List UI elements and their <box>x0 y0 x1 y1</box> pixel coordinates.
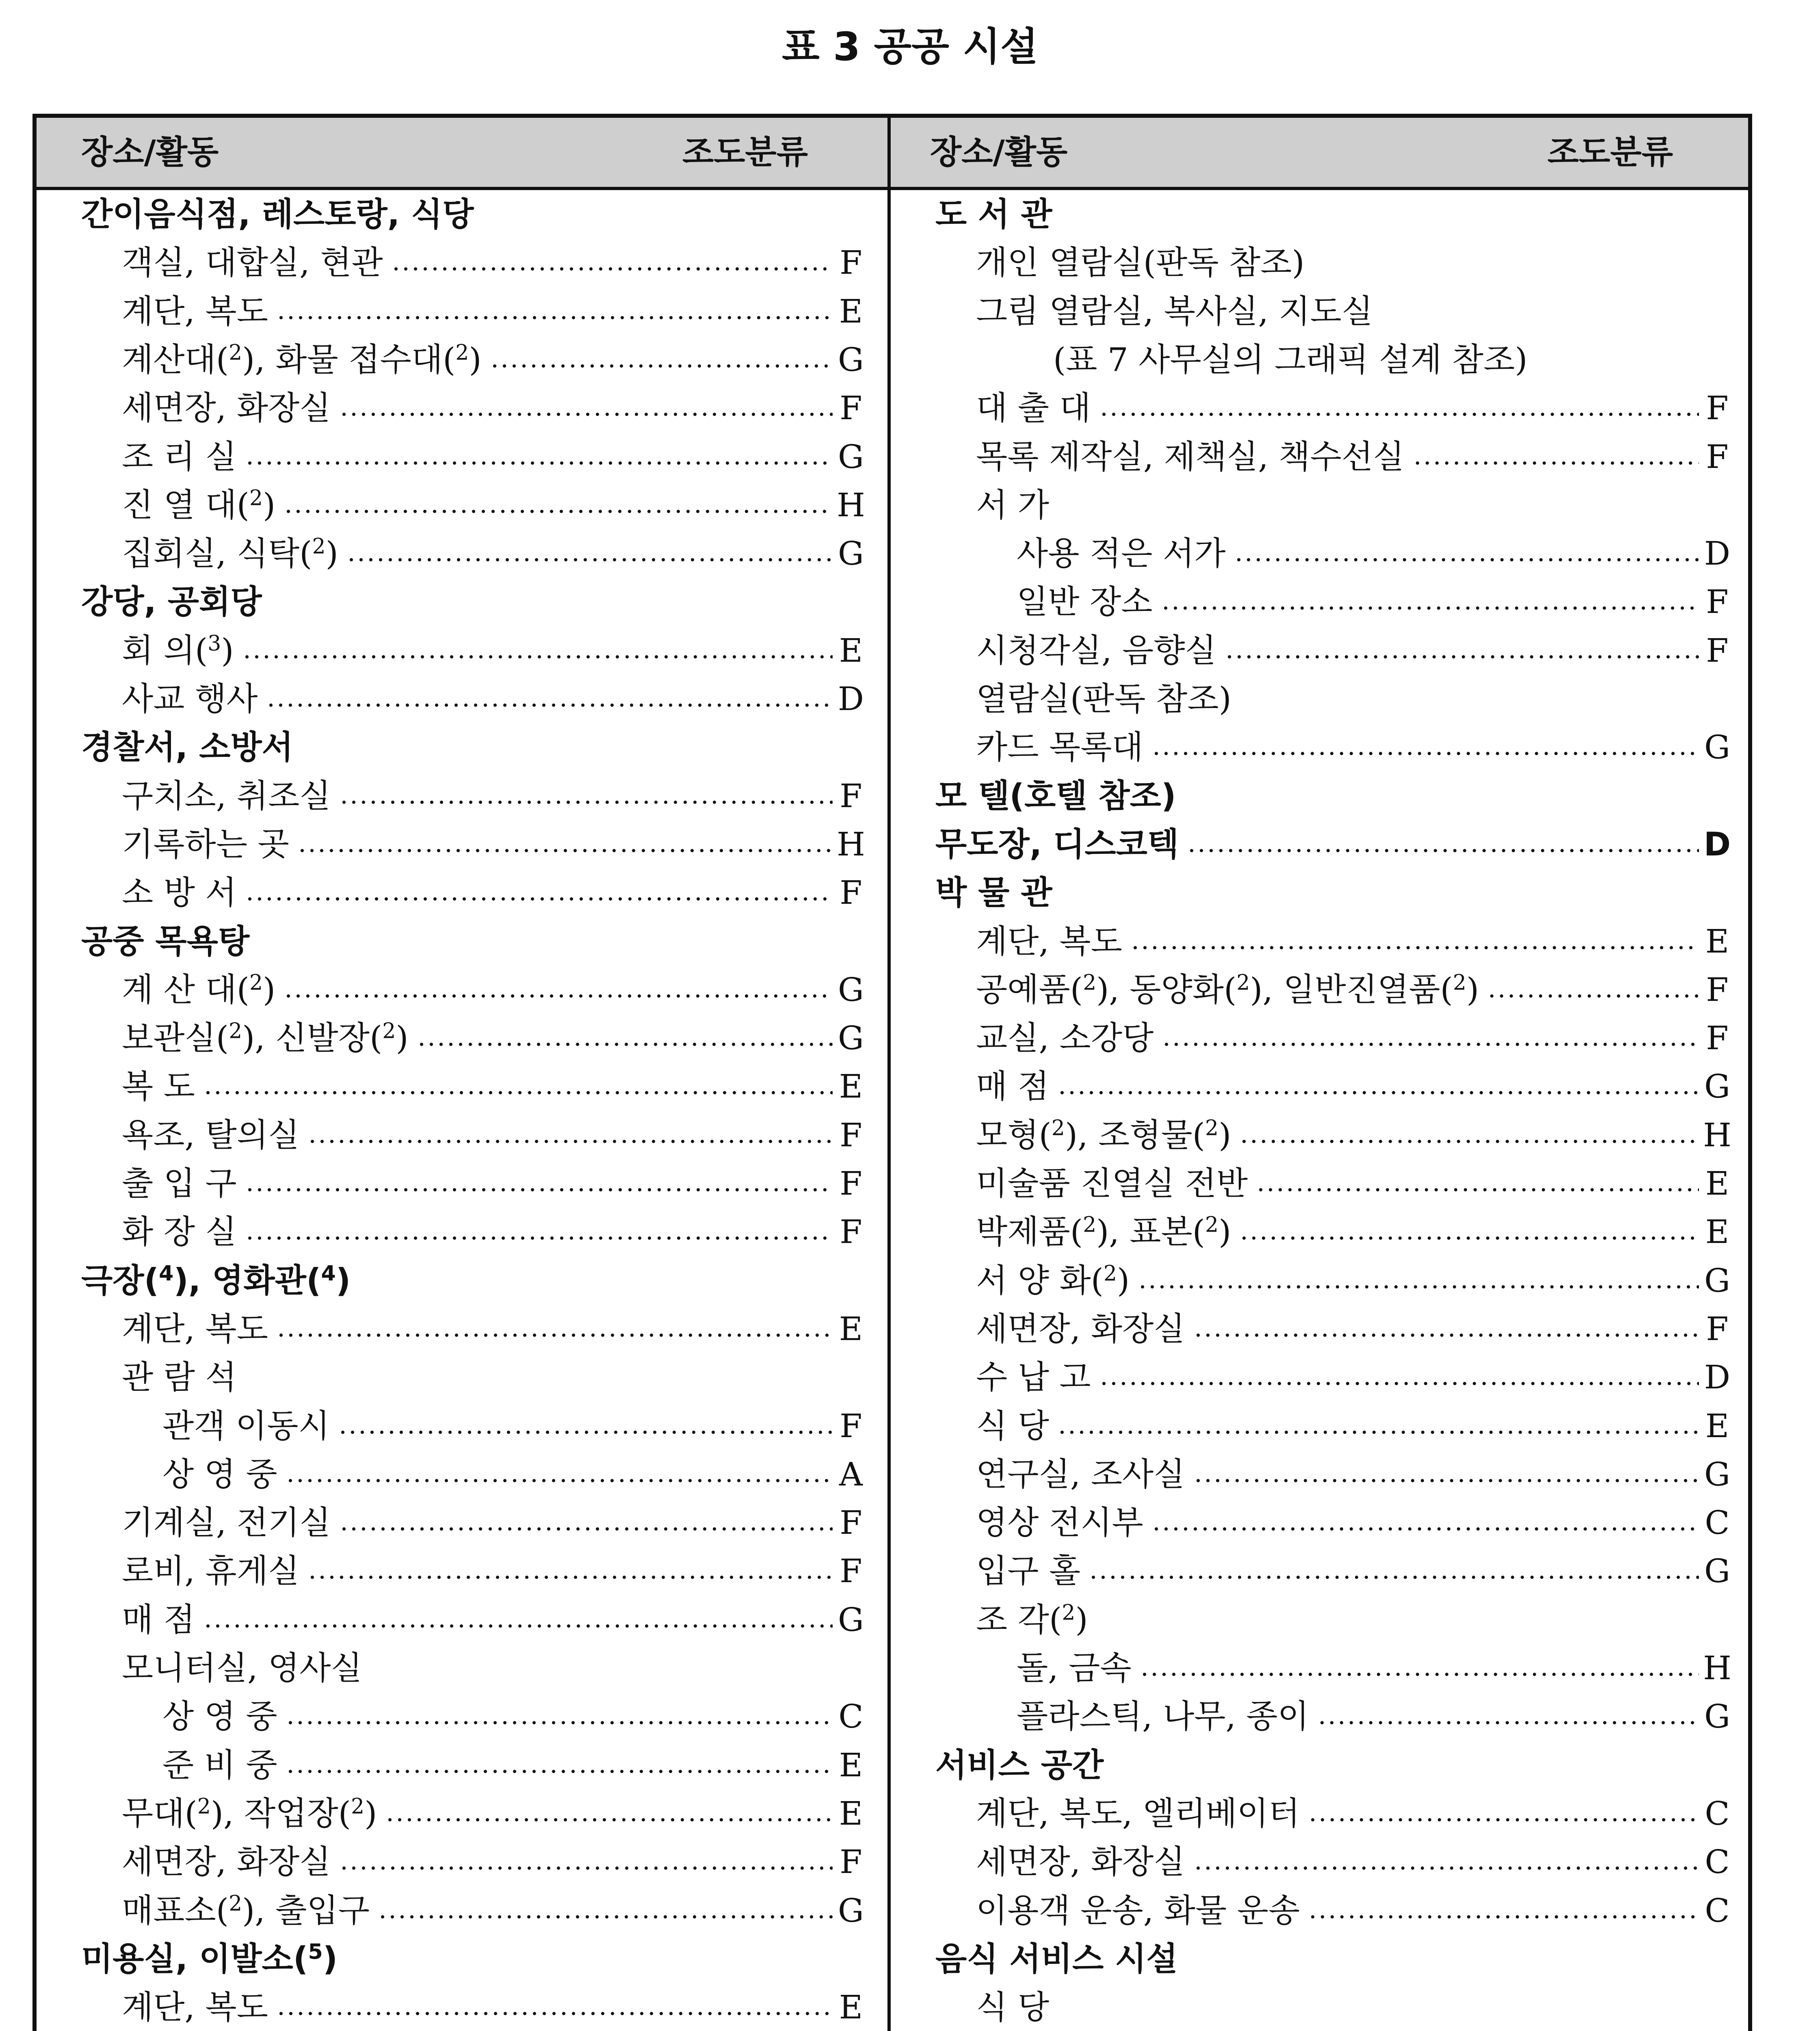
row-label: 계단, 복도, 엘리베이터 <box>976 1794 1300 1832</box>
illuminance-class: G <box>838 1600 864 1639</box>
row-label: 계산대($^2$), 화물 접수대($^2$) <box>122 340 482 379</box>
page-title: 표 3 공공 시설 <box>782 24 1038 69</box>
row-label: 세면장, 화장실 <box>976 1310 1185 1348</box>
table-header <box>37 118 1748 190</box>
dot-leader <box>1057 1090 1699 1095</box>
row-label: 로비, 휴게실 <box>122 1552 300 1590</box>
table-row <box>122 1596 865 1644</box>
dot-leader <box>1239 1236 1699 1241</box>
dot-leader <box>1089 1575 1699 1580</box>
table-row <box>162 1741 865 1790</box>
illuminance-class: G <box>1704 1698 1730 1736</box>
table-row <box>976 481 1731 530</box>
table-row <box>122 481 865 530</box>
row-label: 서 양 화($^2$) <box>976 1261 1130 1299</box>
section-heading <box>81 578 865 626</box>
table-row <box>122 1062 865 1111</box>
row-label: 박제품($^2$), 표본($^2$) <box>976 1213 1231 1251</box>
row-label: 욕조, 탈의실 <box>122 1116 300 1154</box>
row-label: 식 당 <box>976 1407 1049 1445</box>
table-row <box>122 1353 865 1402</box>
dot-leader <box>286 1720 833 1725</box>
illuminance-class: D <box>838 680 864 718</box>
row-label: 계 산 대($^2$) <box>122 970 276 1009</box>
table-row <box>122 1838 865 1886</box>
dot-leader <box>1193 1333 1699 1338</box>
dot-leader <box>245 1236 833 1241</box>
section-heading <box>935 820 1731 869</box>
table-row <box>122 238 865 287</box>
row-label: 상 영 중 <box>162 1455 277 1493</box>
row-label: 구치소, 취조실 <box>122 777 331 815</box>
illuminance-class: F <box>840 874 862 912</box>
illuminance-class: G <box>838 340 864 379</box>
dot-leader <box>1317 1720 1699 1725</box>
table-row <box>976 1062 1731 1111</box>
illuminance-class: C <box>1705 1891 1730 1929</box>
illuminance-class: G <box>838 1019 864 1057</box>
section-heading <box>935 868 1731 917</box>
table-row <box>122 287 865 336</box>
table-row <box>976 1014 1731 1063</box>
row-label: 공예품($^2$), 동양화($^2$), 일반진열품($^2$) <box>976 970 1479 1009</box>
row-label: 매 점 <box>122 1600 195 1639</box>
row-label: 조 각($^2$) <box>976 1600 1088 1639</box>
row-label: 사교 행사 <box>122 680 258 718</box>
dot-leader <box>1193 1478 1699 1483</box>
row-label: 서비스 공간 <box>935 1746 1104 1784</box>
dot-leader <box>1162 1042 1699 1047</box>
section-heading <box>935 1741 1731 1790</box>
row-label: 계단, 복도 <box>976 922 1122 960</box>
dot-leader <box>346 557 833 562</box>
dot-leader <box>1256 1187 1699 1192</box>
row-label: 모형($^2$), 조형물($^2$) <box>976 1116 1231 1154</box>
header-right-class: 조도분류 <box>1547 133 1673 171</box>
row-label: 극장($^4$), 영화관($^4$) <box>81 1261 351 1299</box>
row-label: 영상 전시부 <box>976 1504 1143 1542</box>
table-row <box>976 384 1731 433</box>
dot-leader <box>286 1478 833 1483</box>
table-row <box>122 1789 865 1838</box>
row-label: 카드 목록대 <box>976 728 1143 766</box>
illuminance-class: F <box>840 1843 862 1881</box>
table-row <box>976 1159 1731 1208</box>
row-label: 입구 홀 <box>976 1552 1081 1590</box>
table-row <box>1017 529 1731 578</box>
table-row <box>1017 578 1731 626</box>
illuminance-class: F <box>840 1116 862 1154</box>
row-label: 모니터실, 영사실 <box>122 1649 362 1687</box>
illuminance-class: E <box>1705 1407 1729 1445</box>
dot-leader <box>283 994 833 998</box>
dot-leader <box>385 1817 833 1822</box>
row-label: 관 람 석 <box>122 1358 237 1397</box>
illuminance-class: D <box>1704 1358 1731 1397</box>
row-label: 기록하는 곳 <box>122 825 289 863</box>
dot-leader <box>339 412 833 417</box>
dot-leader <box>490 364 833 368</box>
illuminance-class: A <box>839 1455 863 1493</box>
illuminance-class: F <box>1706 583 1729 621</box>
table-row <box>976 1208 1731 1256</box>
dot-leader <box>1161 606 1699 611</box>
row-label: 진 열 대($^2$) <box>122 486 276 524</box>
dot-leader <box>417 1042 833 1047</box>
dot-leader <box>307 1139 833 1144</box>
row-label: 계단, 복도 <box>122 292 268 330</box>
lighting-table <box>32 114 1752 2031</box>
section-heading <box>935 772 1731 821</box>
table-row <box>976 1838 1731 1886</box>
table-row <box>976 1256 1731 1305</box>
row-label: 연구실, 조사실 <box>976 1455 1185 1493</box>
table-row <box>122 772 865 821</box>
row-label: 세면장, 화장실 <box>122 389 331 427</box>
table-row <box>976 1596 1731 1644</box>
dot-leader <box>1151 1526 1699 1531</box>
row-label: 집회실, 식탁($^2$) <box>122 534 338 573</box>
table-row <box>976 1111 1731 1160</box>
illuminance-class: C <box>838 1698 863 1736</box>
row-label: 목록 제작실, 제책실, 책수선실 <box>976 437 1404 476</box>
table-row <box>976 287 1731 336</box>
table-row <box>122 1305 865 1353</box>
illuminance-class: F <box>840 777 862 815</box>
table-row <box>976 675 1731 723</box>
dot-leader <box>1234 557 1699 562</box>
row-label: 세면장, 화장실 <box>122 1843 331 1881</box>
illuminance-class: H <box>1703 1649 1731 1687</box>
row-label: 대 출 대 <box>976 389 1091 427</box>
illuminance-class: G <box>838 437 864 476</box>
table-row <box>976 1983 1731 2031</box>
illuminance-class: F <box>1706 631 1729 669</box>
row-label: 시청각실, 음향실 <box>976 631 1216 669</box>
dot-leader <box>1187 848 1699 853</box>
row-label: 식 당 <box>976 1988 1049 2027</box>
illuminance-class: F <box>840 244 862 282</box>
table-row <box>122 433 865 481</box>
table-row <box>1053 336 1731 384</box>
header-left-class: 조도분류 <box>682 133 808 171</box>
illuminance-class: F <box>840 1407 862 1445</box>
table-row <box>122 1159 865 1208</box>
illuminance-class: F <box>1706 970 1729 1009</box>
row-label: (표 7 사무실의 그래픽 설계 참조) <box>1053 340 1528 379</box>
illuminance-class: E <box>839 292 863 330</box>
dot-leader <box>245 1187 833 1192</box>
row-label: 간이음식점, 레스토랑, 식당 <box>81 195 474 233</box>
table-row <box>122 1014 865 1063</box>
dot-leader <box>1140 1672 1699 1677</box>
row-label: 무도장, 디스코텍 <box>935 825 1179 863</box>
illuminance-class: C <box>1705 1794 1730 1832</box>
illuminance-class: F <box>1706 1310 1729 1348</box>
header-left-place: 장소/활동 <box>81 133 219 171</box>
row-label: 수 납 고 <box>976 1358 1091 1397</box>
table-row <box>162 1450 865 1499</box>
dot-leader <box>1138 1284 1699 1289</box>
dot-leader <box>266 703 833 708</box>
illuminance-class: F <box>840 1165 862 1202</box>
illuminance-class: G <box>1704 1552 1730 1590</box>
dot-leader <box>245 461 833 466</box>
table-row <box>976 1402 1731 1451</box>
row-label: 기계실, 전기실 <box>122 1504 331 1542</box>
illuminance-class: C <box>1705 1843 1730 1881</box>
row-label: 관객 이동시 <box>162 1407 330 1445</box>
row-label: 사용 적은 서가 <box>1017 535 1226 573</box>
row-label: 강당, 공회당 <box>81 583 262 621</box>
table-row <box>122 336 865 384</box>
table-row <box>122 868 865 917</box>
dot-leader <box>242 654 833 659</box>
dot-leader <box>339 1526 833 1531</box>
table-row <box>162 1692 865 1741</box>
section-heading <box>81 723 865 772</box>
illuminance-class: E <box>839 1067 863 1106</box>
table-row <box>976 966 1731 1014</box>
row-label: 교실, 소강당 <box>976 1019 1154 1057</box>
row-label: 출 입 구 <box>122 1165 237 1202</box>
illuminance-class: E <box>839 1746 863 1784</box>
illuminance-class: H <box>837 825 865 863</box>
column-divider <box>887 118 891 2031</box>
dot-leader <box>1413 461 1699 466</box>
dot-leader <box>276 2011 833 2016</box>
table-row <box>122 626 865 675</box>
dot-leader <box>1099 1381 1699 1386</box>
dot-leader <box>338 1430 833 1435</box>
table-row <box>162 1402 865 1451</box>
dot-leader <box>276 1333 833 1338</box>
illuminance-class: F <box>840 1504 862 1542</box>
section-heading <box>81 1256 865 1305</box>
table-row <box>976 1789 1731 1838</box>
table-row <box>976 238 1731 287</box>
row-label: 개인 열람실(판독 참조) <box>976 244 1305 282</box>
illuminance-class: G <box>1704 1067 1730 1106</box>
table-row <box>122 1644 865 1693</box>
row-label: 계단, 복도 <box>122 1988 268 2027</box>
dot-leader <box>1308 1817 1699 1822</box>
dot-leader <box>1487 994 1699 998</box>
dot-leader <box>1057 1430 1699 1435</box>
section-heading <box>81 1935 865 1983</box>
table-row <box>122 1886 865 1935</box>
table-row <box>122 1208 865 1256</box>
dot-leader <box>1308 1914 1699 1919</box>
row-label: 그림 열람실, 복사실, 지도실 <box>976 292 1373 330</box>
row-label: 서 가 <box>976 486 1049 524</box>
row-label: 플라스틱, 나무, 종이 <box>1017 1698 1309 1736</box>
table-row <box>122 1983 865 2031</box>
row-label: 세면장, 화장실 <box>976 1843 1185 1881</box>
row-label: 열람실(판독 참조) <box>976 680 1231 718</box>
row-label: 매 점 <box>976 1067 1049 1106</box>
illuminance-class: G <box>838 535 864 573</box>
illuminance-class: D <box>1704 535 1731 573</box>
row-label: 화 장 실 <box>122 1213 237 1251</box>
dot-leader <box>276 315 833 320</box>
table-row <box>122 966 865 1014</box>
illuminance-class: G <box>838 1891 864 1929</box>
dot-leader <box>391 266 833 271</box>
section-heading <box>935 1935 1731 1983</box>
table-row <box>976 1498 1731 1547</box>
section-heading <box>81 917 865 966</box>
table-row <box>976 626 1731 675</box>
table-row <box>976 433 1731 481</box>
dot-leader <box>203 1090 833 1095</box>
table-row <box>1017 1692 1731 1741</box>
row-label: 박 물 관 <box>935 874 1052 912</box>
table-row <box>122 1547 865 1596</box>
table-row <box>122 820 865 869</box>
table-row <box>122 1498 865 1547</box>
row-label: 미술품 진열실 전반 <box>976 1165 1248 1202</box>
row-label: 음식 서비스 시설 <box>935 1940 1178 1978</box>
illuminance-class: E <box>1705 922 1729 960</box>
dot-leader <box>1130 945 1699 950</box>
dot-leader <box>307 1575 833 1580</box>
table-row <box>976 1450 1731 1499</box>
table-row <box>976 723 1731 772</box>
row-label: 계단, 복도 <box>122 1310 268 1348</box>
dot-leader <box>297 848 833 853</box>
illuminance-class: E <box>1705 1213 1729 1251</box>
row-label: 조 리 실 <box>122 437 237 476</box>
illuminance-class: F <box>840 1213 862 1251</box>
table-row <box>1017 1644 1731 1693</box>
row-label: 모 텔(호텔 참조) <box>935 777 1176 815</box>
dot-leader <box>339 1866 833 1871</box>
dot-leader <box>283 509 833 514</box>
dot-leader <box>1225 654 1699 659</box>
table-row <box>976 917 1731 966</box>
dot-leader <box>203 1624 833 1628</box>
table-row <box>122 529 865 578</box>
illuminance-class: G <box>1704 728 1730 766</box>
dot-leader <box>1193 1866 1699 1871</box>
illuminance-class: E <box>839 1794 863 1832</box>
section-heading <box>81 190 865 239</box>
row-label: 소 방 서 <box>122 874 237 912</box>
illuminance-class: H <box>1703 1116 1731 1154</box>
illuminance-class: F <box>840 389 862 427</box>
illuminance-class: C <box>1705 1504 1730 1542</box>
row-label: 돌, 금속 <box>1017 1649 1132 1687</box>
table-row <box>122 1111 865 1160</box>
dot-leader <box>339 800 833 805</box>
dot-leader <box>1239 1139 1699 1144</box>
dot-leader <box>245 896 833 901</box>
table-row <box>976 1305 1731 1353</box>
table-row <box>976 1353 1731 1402</box>
table-row <box>122 675 865 723</box>
illuminance-class: E <box>839 1988 863 2027</box>
row-label: 복 도 <box>122 1067 195 1106</box>
illuminance-class: G <box>838 970 864 1009</box>
illuminance-class: G <box>1704 1455 1730 1493</box>
row-label: 이용객 운송, 화물 운송 <box>976 1891 1300 1929</box>
row-label: 상 영 중 <box>162 1698 277 1736</box>
dot-leader <box>378 1914 833 1919</box>
dot-leader <box>1099 412 1699 417</box>
illuminance-class: F <box>1706 1019 1729 1057</box>
dot-leader <box>1151 751 1699 756</box>
header-right-place: 장소/활동 <box>930 133 1068 171</box>
row-label: 공중 목욕탕 <box>81 922 250 960</box>
row-label: 경찰서, 소방서 <box>81 728 293 766</box>
row-label: 매표소($^2$), 출입구 <box>122 1891 370 1929</box>
section-heading <box>935 190 1731 239</box>
illuminance-class: E <box>839 1310 863 1348</box>
illuminance-class: G <box>1704 1261 1730 1299</box>
illuminance-class: H <box>837 486 865 524</box>
dot-leader <box>286 1769 833 1774</box>
row-label: 도 서 관 <box>935 195 1052 233</box>
row-label: 무대($^2$), 작업장($^2$) <box>122 1794 377 1832</box>
row-label: 보관실($^2$), 신발장($^2$) <box>122 1019 409 1057</box>
table-row <box>976 1547 1731 1596</box>
illuminance-class: F <box>1706 437 1729 476</box>
row-label: 준 비 중 <box>162 1746 277 1784</box>
illuminance-class: F <box>1706 389 1729 427</box>
row-label: 미용실, 이발소($^5$) <box>81 1940 338 1978</box>
illuminance-class: E <box>1705 1165 1729 1202</box>
illuminance-class: E <box>839 631 863 669</box>
illuminance-class: D <box>1703 825 1731 863</box>
table-row <box>976 1886 1731 1935</box>
row-label: 객실, 대합실, 현관 <box>122 244 383 282</box>
illuminance-class: F <box>840 1552 862 1590</box>
row-label: 회 의($^3$) <box>122 631 234 669</box>
row-label: 일반 장소 <box>1017 583 1153 621</box>
table-row <box>122 384 865 433</box>
